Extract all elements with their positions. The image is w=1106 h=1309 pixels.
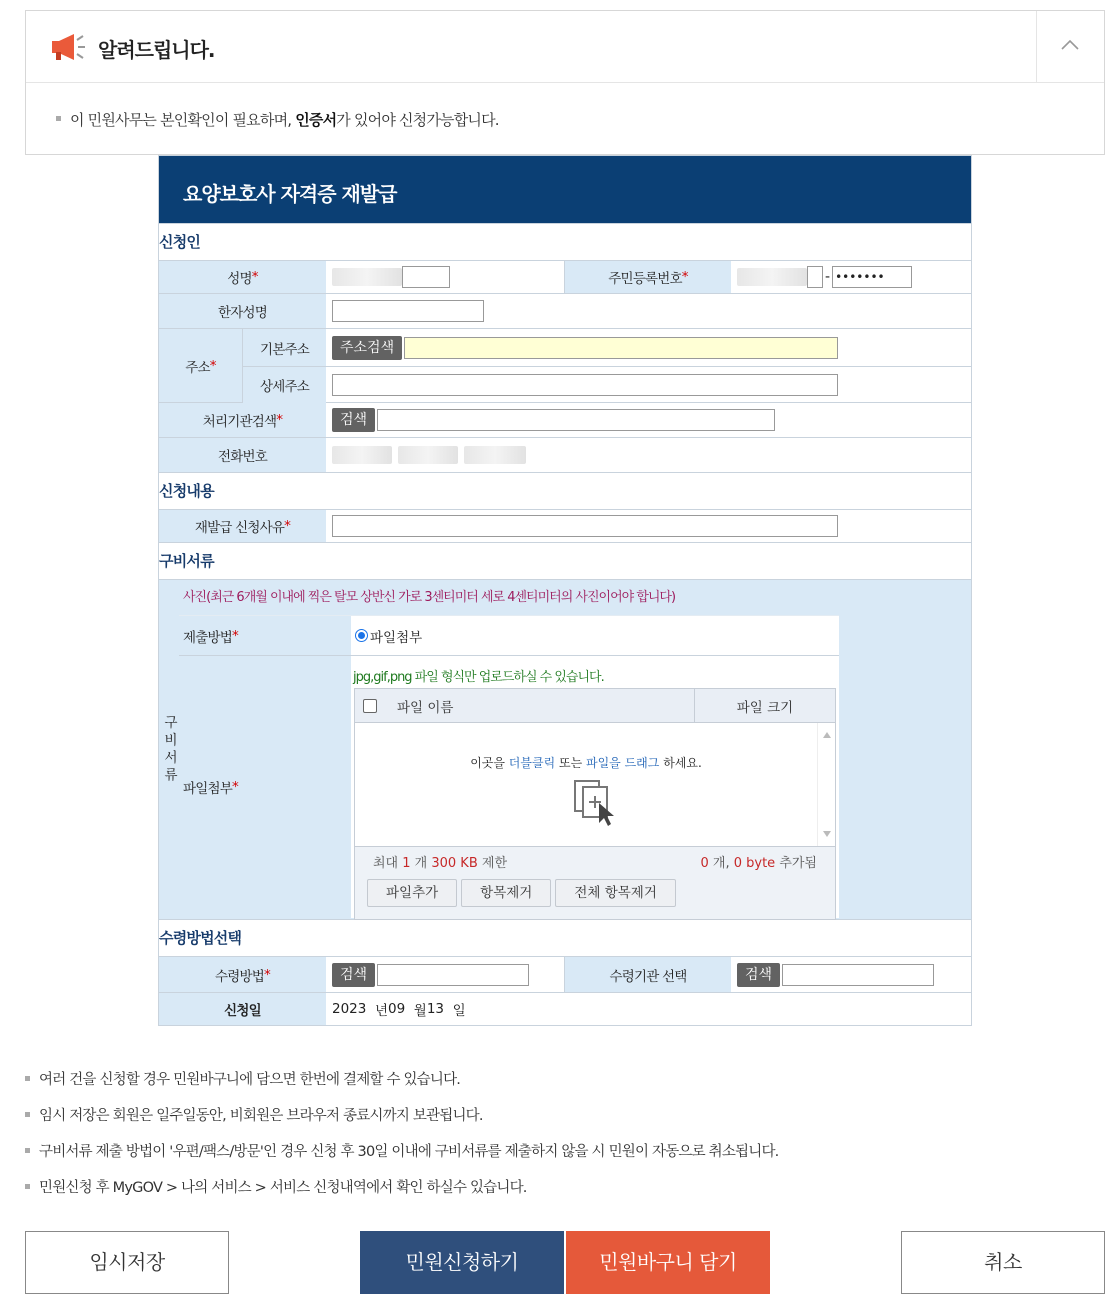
receive-agency-label: 수령기관 선택: [564, 957, 731, 992]
name-label: 성명 *: [159, 261, 326, 293]
submit-method-label: 제출방법 *: [183, 627, 238, 646]
notice-header: [26, 11, 1104, 83]
receive-method-search-button[interactable]: 검색: [332, 963, 375, 987]
remove-item-button[interactable]: 항목제거: [461, 879, 551, 907]
notice-title: 알려드립니다.: [98, 38, 215, 62]
format-note: jpg,gif,png 파일 형식만 업로드하실 수 있습니다.: [353, 670, 604, 685]
address-label: 주소 *: [159, 329, 242, 402]
rrn-separator: -: [825, 269, 831, 285]
drop-zone-scrollbar[interactable]: [817, 723, 835, 846]
note-item: 여러 건을 신청할 경우 민원바구니에 담으면 한번에 결제할 수 있습니다.: [25, 1068, 778, 1104]
notice-text: 이 민원사무는 본인확인이 필요하며, 인증서가 있어야 신청가능합니다.: [26, 83, 1104, 156]
agency-search-button[interactable]: 검색: [332, 408, 375, 432]
name-input[interactable]: [402, 266, 450, 288]
phone-part2-input[interactable]: [398, 446, 458, 464]
agency-input[interactable]: [377, 409, 775, 431]
receive-method-input[interactable]: [377, 964, 529, 986]
rrn-label: 주민등록번호 *: [564, 261, 731, 293]
docs-vertical-label: 구비서류: [161, 714, 177, 785]
add-to-cart-button[interactable]: 민원바구니 담기: [566, 1231, 770, 1294]
megaphone-icon: [50, 31, 88, 63]
scroll-down-icon[interactable]: [822, 830, 832, 838]
rrn-back-input[interactable]: •••••••: [832, 266, 912, 288]
bottom-notes: [25, 1068, 778, 1212]
note-item: 민원신청 후 MyGOV > 나의 서비스 > 서비스 신청내역에서 확인 하실수 있습니다.: [25, 1176, 778, 1212]
hanja-label: 한자성명: [159, 294, 326, 328]
file-uploader: [354, 688, 836, 920]
section-docs: 구비서류: [159, 542, 971, 579]
receive-agency-input[interactable]: [782, 964, 934, 986]
section-content: 신청내용: [159, 472, 971, 509]
reason-label: 재발급 신청사유 *: [159, 510, 326, 542]
address-search-button[interactable]: 주소검색: [332, 336, 402, 360]
file-size-column: 파일 크기: [736, 699, 794, 716]
apply-date-label: 신청일: [159, 993, 326, 1025]
upload-status-bar: [355, 847, 835, 875]
uploader-header: [355, 689, 835, 723]
hanja-input[interactable]: [332, 300, 484, 322]
agency-label: 처리기관검색 *: [159, 403, 326, 437]
form-title: 요양보호사 자격증 재발급: [159, 156, 971, 223]
section-applicant: 신청인: [159, 223, 971, 260]
file-attach-label: 파일첨부 *: [183, 779, 238, 797]
add-file-button[interactable]: 파일추가: [367, 879, 457, 907]
note-item: 임시 저장은 회원은 일주일동안, 비회원은 브라우저 종료시까지 보관됩니다.: [25, 1104, 778, 1140]
select-all-checkbox[interactable]: [363, 699, 377, 713]
phone-part1-input[interactable]: [332, 446, 392, 464]
basic-address-label: 기본주소: [242, 329, 326, 366]
scroll-up-icon[interactable]: [822, 731, 832, 739]
file-name-column: 파일 이름: [385, 689, 695, 722]
section-receive: 수령방법선택: [159, 919, 971, 956]
notice-collapse-button[interactable]: [1036, 11, 1104, 83]
file-attach-radio-label: 파일첨부: [370, 629, 423, 646]
reason-input[interactable]: [332, 515, 838, 537]
add-file-icon: [573, 779, 621, 829]
apply-button[interactable]: 민원신청하기: [360, 1231, 564, 1294]
remove-all-button[interactable]: 전체 항목제거: [555, 879, 676, 907]
rrn-front-input[interactable]: [807, 266, 823, 288]
detail-address-label: 상세주소: [242, 367, 326, 403]
basic-address-input[interactable]: [404, 337, 838, 359]
note-item: 구비서류 제출 방법이 '우편/팩스/방문'인 경우 신청 후 30일 이내에 구비서류를 제출하지 않을 시 민원이 자동으로 취소됩니다.: [25, 1140, 778, 1176]
file-attach-radio[interactable]: [355, 629, 368, 642]
file-drop-zone[interactable]: [355, 723, 835, 847]
cancel-button[interactable]: 취소: [901, 1231, 1105, 1294]
drop-instructions: 이곳을 더블클릭 또는 파일을 드래그 하세요.: [470, 756, 702, 770]
detail-address-input[interactable]: [332, 374, 838, 396]
photo-requirement-note: 사진(최근 6개월 이내에 찍은 탈모 상반신 가로 3센티미터 세로 4센티미터의 사진이어야 합니다): [179, 580, 839, 616]
receive-agency-search-button[interactable]: 검색: [737, 963, 780, 987]
temp-save-button[interactable]: 임시저장: [25, 1231, 229, 1294]
phone-part3-input[interactable]: [464, 446, 526, 464]
upload-limit-text: 최대 1 개 300 KB 제한: [373, 855, 507, 871]
upload-added-text: 0 개, 0 byte 추가됨: [700, 855, 817, 871]
chevron-up-icon: [1060, 39, 1080, 51]
rrn-front-blurred: [737, 268, 807, 286]
apply-date-value: 2023 년 09 월 13 일: [332, 1001, 466, 1019]
notice-box: [25, 10, 1105, 155]
phone-label: 전화번호: [159, 438, 326, 472]
name-value-blurred: [332, 268, 402, 286]
receive-method-label: 수령방법 *: [159, 957, 326, 992]
